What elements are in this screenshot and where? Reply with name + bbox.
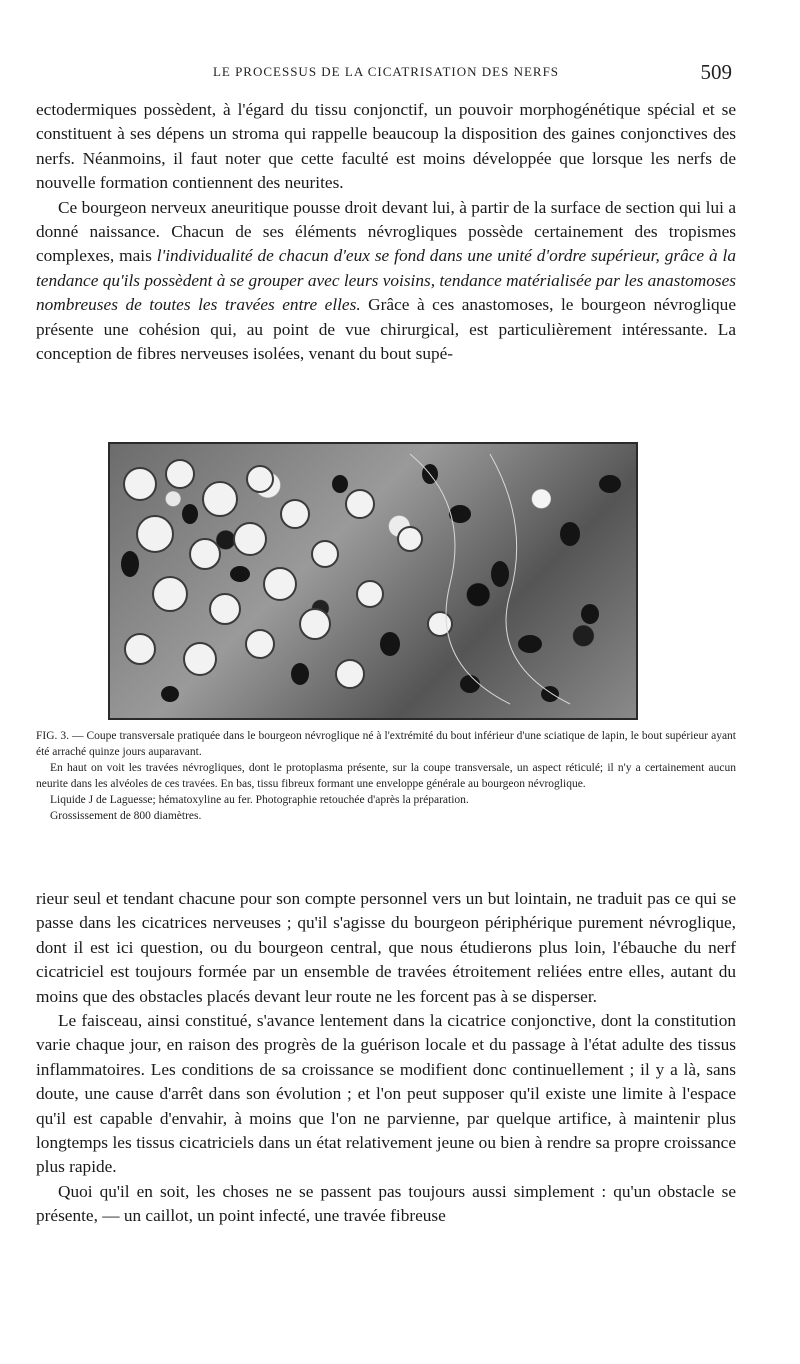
running-title: LE PROCESSUS DE LA CICATRISATION DES NERFS (212, 64, 560, 79)
caption-text-1: — Coupe transversale pratiquée dans le bourgeon névroglique né à l'extrémité du bout inférieur d'une sciatique de lapin, le bout supérieur ayant été arraché quinze jours auparavant. (36, 730, 736, 758)
paragraph-5: Quoi qu'il en soit, les choses ne se passent pas toujours aussi simplement : qu'un obstacle se présente, — un caillot, un point infecté, une travée fibreuse (36, 1181, 736, 1226)
figure-caption (36, 728, 736, 824)
paragraph-2-italic: l'individualité de chacun d'eux se fond dans une unité d'ordre supérieur, grâce à la tendance qu'ils possèdent à se grouper avec leurs voisins, tendance matérialisée par les anastomoses nombreuses de toutes les travées entre elles. (36, 246, 736, 315)
caption-label: FIG. 3. (36, 730, 70, 742)
paragraph-1: ectodermiques possèdent, à l'égard du tissu conjonctif, un pouvoir morphogénétique spécial et se constituent à ses dépens un stroma qui rappelle beaucoup la disposition des gaines conjonctives des nerfs. Néanmoins, il faut noter que cette faculté est moins développée que lorsque les nerfs de nouvelle formation contiennent des neurites. (36, 100, 736, 193)
top-text-block (36, 98, 736, 366)
caption-text-2: En haut on voit les travées névrogliques, dont le protoplasma présente, sur la coupe transversale, un aspect réticulé; il n'y a certainement aucun neurite dans les alvéoles de ces travées. En bas, tissu fibreux formant une enveloppe générale au bourgeon névroglique. (36, 762, 736, 790)
paragraph-2-start: Ce bourgeon nerveux aneuritique pousse droit devant lui, à partir de la surface de section qui lui a donné naissance. Chacun de ses éléments névrogliques possède certainement des tropismes complexes, mais (36, 197, 736, 266)
caption-text-4: Grossissement de 800 diamètres. (50, 810, 202, 822)
paragraph-2 (36, 196, 736, 367)
bottom-text-block (36, 887, 736, 1229)
micrograph-figure (108, 442, 638, 720)
paragraph-3: rieur seul et tendant chacune pour son compte personnel vers un but lointain, ne traduit pas ce qui se passe dans les cicatrices nerveuses ; qu'il s'agisse du bourgeon périphérique purement névroglique, dont il est ici question, ou du bourgeon central, que nous étudierons plus loin, l'ébauche du nerf cicatriciel est toujours formée par un ensemble de travées étroitement reliées entre elles, autant du moins que des obstacles placés devant leur route ne les forcent pas à se disperser. (36, 889, 736, 1006)
paragraph-4: Le faisceau, ainsi constitué, s'avance lentement dans la cicatrice conjonctive, dont la constitution varie chaque jour, en raison des progrès de la guérison locale et du passage à l'état adulte des tissus inflammatoires. Les conditions de sa croissance se modifient donc continuellement ; il y a là, sans doute, une cause d'arrêt dans son évolution ; et l'on peut supposer qu'il existe une limite à l'espace qu'il est capable d'envahir, à moins que l'on ne parvienne, par quelque artifice, à maintenir plus longtemps les tissus cicatriciels dans un état relativement jeune ou bien à rendre sa propre croissance plus rapide. (36, 1011, 736, 1177)
caption-text-3: Liquide J de Laguesse; hématoxyline au fer. Photographie retouchée d'après la préparation. (50, 794, 469, 806)
caption-first-line (36, 728, 736, 760)
page-number: 509 (700, 60, 732, 84)
micrograph-image (110, 444, 636, 718)
paragraph-2-end: Grâce à ces anastomoses, le bourgeon névroglique présente une cohésion qui, au point de vue chirurgical, est particulièrement intéressante. La conception de fibres nerveuses isolées, venant du bout supé- (36, 295, 736, 364)
